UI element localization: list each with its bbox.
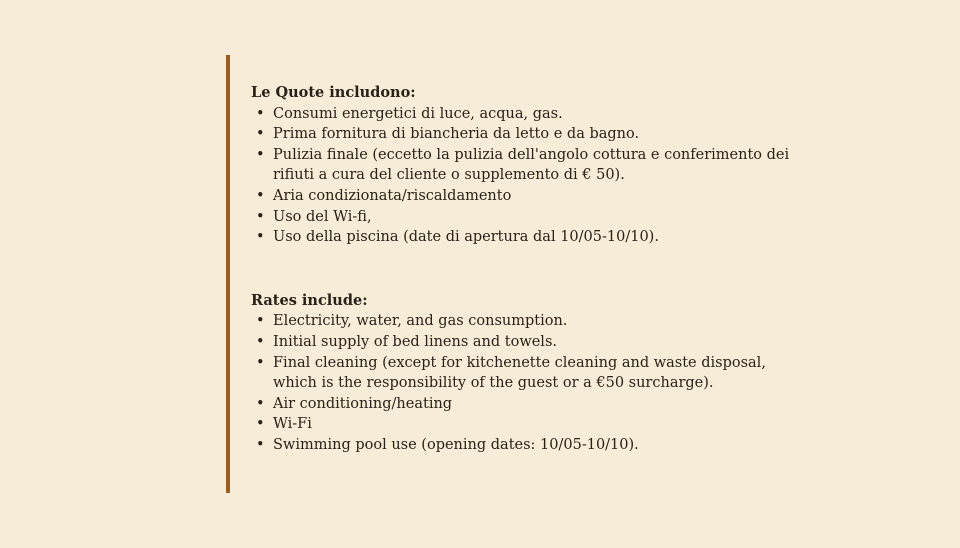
item-text: Uso del Wi-fi, — [273, 208, 372, 225]
bullet-icon: • — [256, 105, 265, 122]
bullet-icon: • — [256, 333, 265, 350]
bullet-icon: • — [256, 354, 265, 371]
bullet-icon: • — [256, 436, 265, 453]
item-text: Electricity, water, and gas consumption. — [273, 313, 568, 330]
bullet-icon: • — [256, 126, 265, 143]
section-italian — [251, 83, 811, 248]
item-text: Prima fornitura di biancheria da letto e da bagno. — [273, 126, 640, 143]
section-title: Rates include: — [251, 291, 368, 309]
bullet-icon: • — [256, 146, 265, 163]
item-text: Initial supply of bed linens and towels. — [273, 333, 557, 350]
section-english — [251, 291, 811, 456]
accent-bar — [226, 55, 230, 493]
list-item — [256, 435, 811, 456]
bullet-icon: • — [256, 229, 265, 246]
item-text: Uso della piscina (date di apertura dal 10/05-10/10). — [273, 229, 659, 246]
list-item — [256, 227, 811, 248]
bullet-icon: • — [256, 208, 265, 225]
bullet-icon: • — [256, 395, 265, 412]
item-text: Wi-Fi — [273, 416, 312, 433]
list-item — [256, 394, 811, 415]
item-text: Pulizia finale (eccetto la pulizia dell'angolo cottura e conferimento dei rifiuti a cura del cliente o supplemento di € 50). — [273, 146, 790, 184]
list-item — [256, 145, 811, 186]
list-item — [256, 414, 811, 435]
list-item — [256, 311, 811, 332]
content — [251, 83, 811, 456]
list-item — [256, 207, 811, 228]
list-item — [256, 353, 811, 394]
section-gap — [251, 248, 811, 291]
bullet-icon: • — [256, 416, 265, 433]
item-text: Final cleaning (except for kitchenette cleaning and waste disposal, which is the responsibility of the guest or a €50 surcharge). — [273, 354, 766, 392]
item-text: Aria condizionata/riscaldamento — [273, 187, 512, 204]
section-title: Le Quote includono: — [251, 84, 416, 101]
item-list — [251, 311, 811, 455]
list-item — [256, 332, 811, 353]
item-text: Consumi energetici di luce, acqua, gas. — [273, 105, 563, 122]
list-item — [256, 124, 811, 145]
item-text: Swimming pool use (opening dates: 10/05-10/10). — [273, 436, 639, 453]
bullet-icon: • — [256, 187, 265, 204]
item-text: Air conditioning/heating — [273, 395, 453, 412]
list-item — [256, 104, 811, 125]
bullet-icon: • — [256, 313, 265, 330]
item-list — [251, 104, 811, 248]
list-item — [256, 186, 811, 207]
